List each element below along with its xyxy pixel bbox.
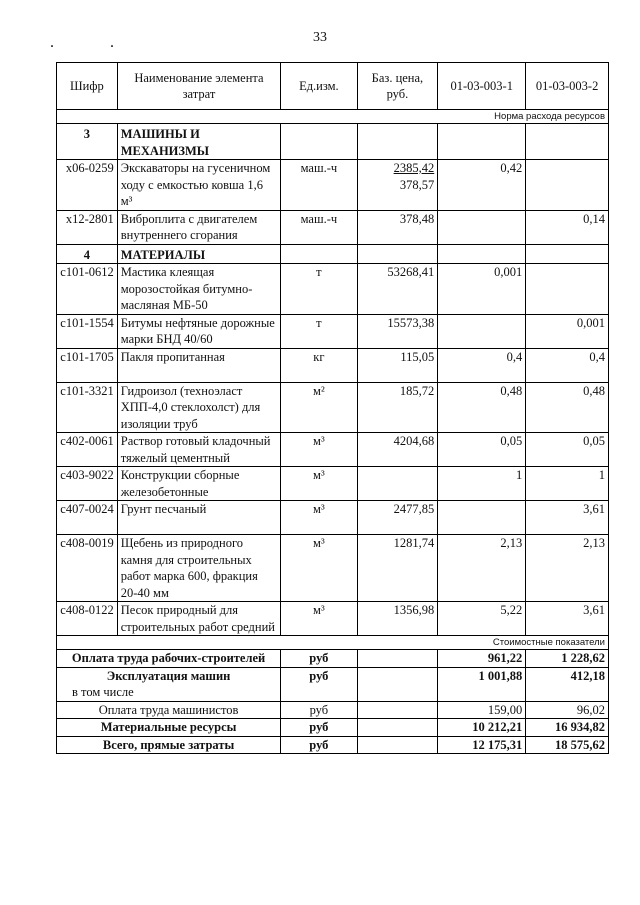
summary-row bbox=[57, 667, 609, 701]
resource-unit: маш.-ч bbox=[281, 210, 357, 244]
summary-label-text: Всего, прямые затраты bbox=[102, 737, 235, 752]
resource-name: Конструкции сборные железобетонные bbox=[117, 467, 280, 501]
resource-v2: 0,05 bbox=[526, 433, 609, 467]
resource-v2: 3,61 bbox=[526, 602, 609, 636]
header-code: Шифр bbox=[57, 63, 118, 110]
header-name: Наименование элемента затрат bbox=[117, 63, 280, 110]
resource-row bbox=[57, 314, 609, 348]
summary-v2: 1 228,62 bbox=[526, 650, 609, 668]
resource-row bbox=[57, 210, 609, 244]
summary-label bbox=[57, 667, 281, 701]
resource-code: х06-0259 bbox=[57, 160, 118, 211]
resource-price-value: 2385,42 bbox=[393, 161, 435, 175]
resource-unit: т bbox=[281, 264, 357, 315]
resource-code: с408-0122 bbox=[57, 602, 118, 636]
summary-label-text: Оплата труда рабочих-строителей bbox=[71, 651, 266, 665]
section-unit bbox=[281, 244, 357, 264]
resource-code: х12-2801 bbox=[57, 210, 118, 244]
summary-row bbox=[57, 701, 609, 719]
resource-row bbox=[57, 382, 609, 433]
summary-label bbox=[57, 701, 281, 719]
resource-table bbox=[56, 62, 609, 754]
resource-price-value: 53268,41 bbox=[387, 265, 435, 279]
summary-label bbox=[57, 650, 281, 668]
resource-unit: т bbox=[281, 314, 357, 348]
resource-v2: 0,14 bbox=[526, 210, 609, 244]
section-v2 bbox=[526, 244, 609, 264]
summary-v1: 10 212,21 bbox=[438, 719, 526, 737]
summary-price bbox=[357, 650, 438, 668]
resource-v1: 0,4 bbox=[438, 348, 526, 382]
resource-code: с403-9022 bbox=[57, 467, 118, 501]
resource-unit: м³ bbox=[281, 467, 357, 501]
resource-name: Раствор готовый кладочный тяжелый цементный bbox=[117, 433, 280, 467]
summary-unit: руб bbox=[281, 667, 357, 701]
summary-unit: руб bbox=[281, 650, 357, 668]
resource-code: с101-1554 bbox=[57, 314, 118, 348]
resource-price bbox=[357, 602, 438, 636]
resource-code: с402-0061 bbox=[57, 433, 118, 467]
resource-price-value: 15573,38 bbox=[387, 315, 435, 330]
section-v1 bbox=[438, 124, 526, 160]
summary-row bbox=[57, 650, 609, 668]
section-v2 bbox=[526, 124, 609, 160]
resource-name: Гидроизол (техноэласт ХПП-4,0 стеклохолст) для изоляции труб bbox=[117, 382, 280, 433]
header-price: Баз. цена, руб. bbox=[357, 63, 438, 110]
section-number: 3 bbox=[57, 124, 118, 160]
summary-v2: 18 575,62 bbox=[526, 736, 609, 754]
page-number: 33 bbox=[313, 30, 327, 45]
resource-v2: 0,4 bbox=[526, 348, 609, 382]
resource-price-value: 4204,68 bbox=[393, 434, 435, 448]
resource-unit: кг bbox=[281, 348, 357, 382]
resource-row bbox=[57, 264, 609, 315]
resource-price-value: 1281,74 bbox=[393, 536, 435, 550]
section-row bbox=[57, 244, 609, 264]
summary-price bbox=[357, 736, 438, 754]
resource-row bbox=[57, 348, 609, 382]
resource-v1: 0,05 bbox=[438, 433, 526, 467]
summary-price bbox=[357, 667, 438, 701]
resource-name: Экскаваторы на гусеничном ходу с емкостью ковша 1,6 м³ bbox=[117, 160, 280, 211]
table-header-row bbox=[57, 63, 609, 110]
resource-row bbox=[57, 535, 609, 602]
summary-row bbox=[57, 719, 609, 737]
norm-caption: Норма расхода ресурсов bbox=[57, 110, 609, 124]
summary-v1: 961,22 bbox=[438, 650, 526, 668]
resource-row bbox=[57, 501, 609, 535]
resource-unit: м³ bbox=[281, 433, 357, 467]
resource-v2: 1 bbox=[526, 467, 609, 501]
resource-v1: 0,001 bbox=[438, 264, 526, 315]
resource-price bbox=[357, 160, 438, 211]
resource-price bbox=[357, 467, 438, 501]
summary-label bbox=[57, 736, 281, 754]
summary-v2: 16 934,82 bbox=[526, 719, 609, 737]
resource-code: с407-0024 bbox=[57, 501, 118, 535]
summary-unit: руб bbox=[281, 719, 357, 737]
resource-name: Пакля пропитанная bbox=[117, 348, 280, 382]
summary-label-text: Эксплуатация машин bbox=[106, 668, 231, 683]
resource-price-value: 115,05 bbox=[400, 349, 435, 364]
section-title: МАШИНЫ И МЕХАНИЗМЫ bbox=[117, 124, 280, 160]
resource-price-value-2: 378,57 bbox=[399, 177, 435, 192]
resource-price-value: 1356,98 bbox=[393, 603, 435, 617]
resource-name: Песок природный для строительных работ средний bbox=[117, 602, 280, 636]
resource-price bbox=[357, 382, 438, 433]
resource-price-value: 378,48 bbox=[399, 211, 435, 226]
page-dots: . . bbox=[50, 34, 140, 51]
resource-price bbox=[357, 210, 438, 244]
resource-v1: 5,22 bbox=[438, 602, 526, 636]
resource-v1: 1 bbox=[438, 467, 526, 501]
summary-v2: 412,18 bbox=[526, 667, 609, 701]
summary-price bbox=[357, 701, 438, 719]
summary-unit: руб bbox=[281, 736, 357, 754]
resource-unit: м³ bbox=[281, 501, 357, 535]
resource-code: с408-0019 bbox=[57, 535, 118, 602]
resource-price bbox=[357, 535, 438, 602]
resource-price-value: 185,72 bbox=[399, 383, 435, 398]
resource-unit: м² bbox=[281, 382, 357, 433]
header-unit: Ед.изм. bbox=[281, 63, 357, 110]
summary-row bbox=[57, 736, 609, 754]
summary-unit: руб bbox=[281, 701, 357, 719]
resource-v1: 0,42 bbox=[438, 160, 526, 211]
resource-v2 bbox=[526, 160, 609, 211]
resource-price bbox=[357, 433, 438, 467]
resource-name: Виброплита с двигателем внутреннего сгорания bbox=[117, 210, 280, 244]
summary-v2: 96,02 bbox=[526, 701, 609, 719]
resource-v1 bbox=[438, 210, 526, 244]
resource-price-value: 2477,85 bbox=[393, 502, 435, 516]
norm-caption-row bbox=[57, 110, 609, 124]
resource-v2: 2,13 bbox=[526, 535, 609, 602]
resource-name: Щебень из природного камня для строительных работ марка 600, фракция 20-40 мм bbox=[117, 535, 280, 602]
resource-row bbox=[57, 433, 609, 467]
resource-price bbox=[357, 501, 438, 535]
summary-v1: 159,00 bbox=[438, 701, 526, 719]
summary-label-text: Оплата труда машинистов bbox=[98, 702, 239, 717]
resource-row bbox=[57, 602, 609, 636]
resource-name: Грунт песчаный bbox=[117, 501, 280, 535]
summary-sublabel: в том числе bbox=[72, 685, 134, 699]
resource-row bbox=[57, 160, 609, 211]
resource-v1: 0,48 bbox=[438, 382, 526, 433]
section-price bbox=[357, 124, 438, 160]
cost-caption: Стоимостные показатели bbox=[57, 636, 609, 650]
resource-v1 bbox=[438, 501, 526, 535]
summary-v1: 1 001,88 bbox=[438, 667, 526, 701]
resource-v1 bbox=[438, 314, 526, 348]
resource-v2: 0,001 bbox=[526, 314, 609, 348]
resource-v2: 3,61 bbox=[526, 501, 609, 535]
header-col2: 01-03-003-2 bbox=[526, 63, 609, 110]
summary-v1: 12 175,31 bbox=[438, 736, 526, 754]
resource-code: с101-0612 bbox=[57, 264, 118, 315]
header-col1: 01-03-003-1 bbox=[438, 63, 526, 110]
resource-unit: м³ bbox=[281, 602, 357, 636]
resource-price bbox=[357, 348, 438, 382]
section-row bbox=[57, 124, 609, 160]
resource-price bbox=[357, 314, 438, 348]
resource-name: Битумы нефтяные дорожные марки БНД 40/60 bbox=[117, 314, 280, 348]
cost-caption-row bbox=[57, 636, 609, 650]
resource-code: с101-3321 bbox=[57, 382, 118, 433]
section-unit bbox=[281, 124, 357, 160]
summary-label-text: Материальные ресурсы bbox=[100, 720, 237, 734]
resource-v1: 2,13 bbox=[438, 535, 526, 602]
resource-v2 bbox=[526, 264, 609, 315]
resource-name: Мастика клеящая морозостойкая битумно-масляная МБ-50 bbox=[117, 264, 280, 315]
resource-unit: м³ bbox=[281, 535, 357, 602]
summary-label bbox=[57, 719, 281, 737]
resource-row bbox=[57, 467, 609, 501]
resource-price bbox=[357, 264, 438, 315]
section-number: 4 bbox=[57, 244, 118, 264]
summary-price bbox=[357, 719, 438, 737]
resource-code: с101-1705 bbox=[57, 348, 118, 382]
section-price bbox=[357, 244, 438, 264]
resource-unit: маш.-ч bbox=[281, 160, 357, 211]
section-v1 bbox=[438, 244, 526, 264]
resource-v2: 0,48 bbox=[526, 382, 609, 433]
section-title: МАТЕРИАЛЫ bbox=[117, 244, 280, 264]
